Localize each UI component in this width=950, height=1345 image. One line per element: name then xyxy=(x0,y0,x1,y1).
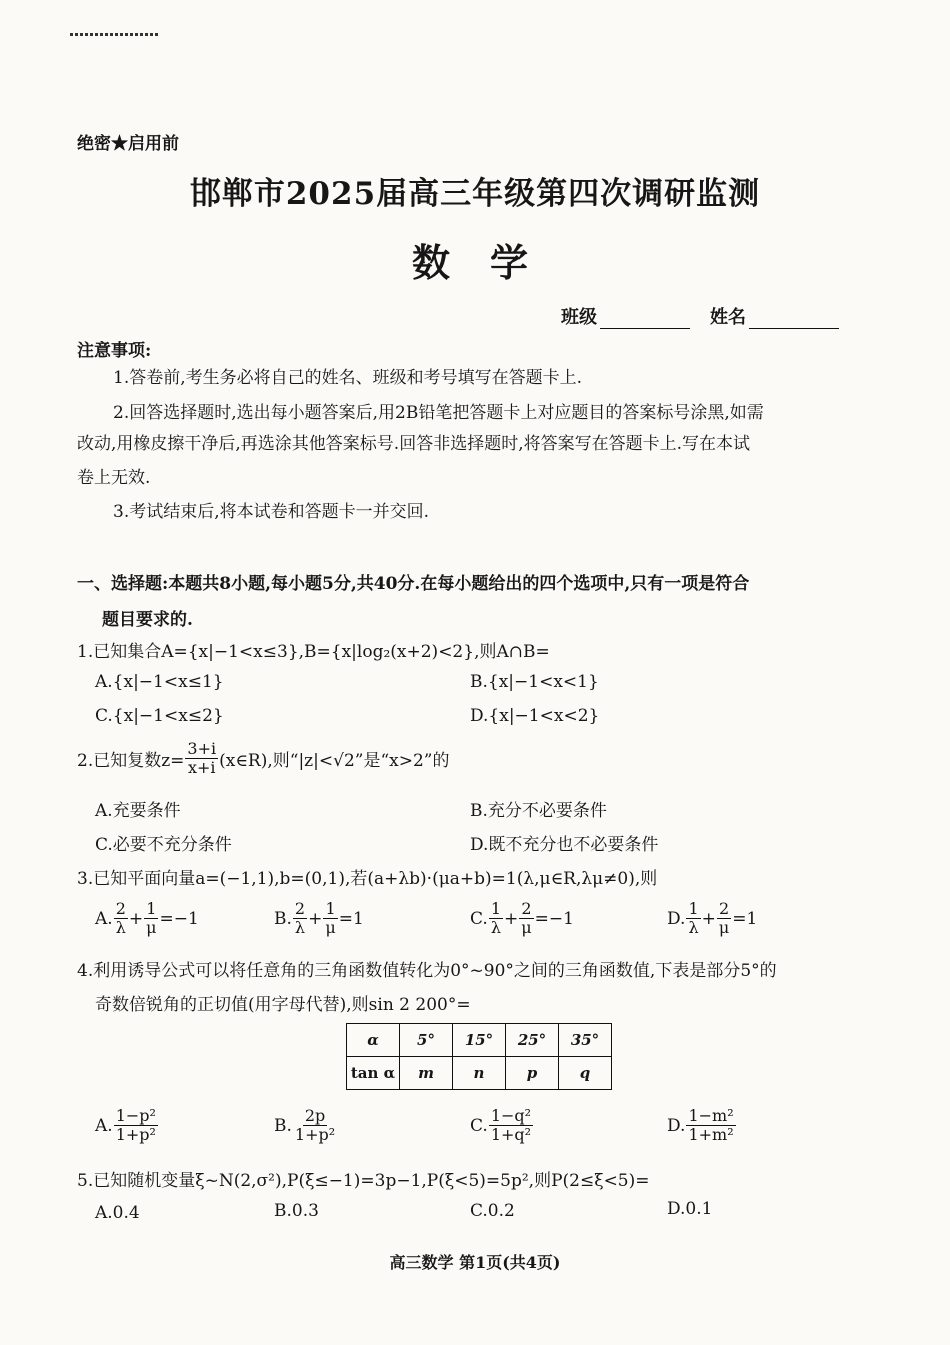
question-4-line-1: 4.利用诱导公式可以将任意角的三角函数值转化为0°~90°之间的三角函数值,下表是部分5°的 xyxy=(77,961,777,981)
q2-option-d[interactable]: D.既不充分也不必要条件 xyxy=(470,835,659,855)
q4-d-num: 1−m² xyxy=(688,1106,734,1125)
table-cell: α xyxy=(347,1024,400,1057)
q5-option-b[interactable]: B.0.3 xyxy=(274,1201,319,1221)
exam-title: 邯郸市2025届高三年级第四次调研监测 xyxy=(189,176,761,212)
q2-fraction xyxy=(185,740,218,778)
q3-option-d[interactable] xyxy=(667,900,757,938)
q3-b-frac1 xyxy=(293,900,307,938)
q3-a-frac2 xyxy=(144,900,158,938)
class-blank[interactable] xyxy=(600,310,690,329)
q4-d-frac xyxy=(686,1107,735,1145)
q4-c-frac xyxy=(489,1107,533,1145)
q3-c-letter: C. xyxy=(470,908,488,929)
q3-b-n1: 2 xyxy=(294,899,306,918)
q3-d-letter: D. xyxy=(667,908,686,929)
q4-d-letter: D. xyxy=(667,1115,686,1136)
table-cell: q xyxy=(559,1057,612,1090)
q3-d-frac1 xyxy=(686,900,700,938)
q3-c-d1: λ xyxy=(490,918,501,938)
q4-c-letter: C. xyxy=(470,1115,488,1136)
q5-option-a[interactable]: A.0.4 xyxy=(95,1203,140,1223)
subject-title: 数学 xyxy=(411,240,568,285)
table-cell: 5° xyxy=(400,1024,453,1057)
section-line-2: 题目要求的. xyxy=(102,610,193,630)
question-1-stem: 1.已知集合A={x|−1<x≤3},B={x|log₂(x+2)<2},则A∩B= xyxy=(77,642,550,662)
q3-a-rhs: =−1 xyxy=(159,908,199,929)
q5-option-c[interactable]: C.0.2 xyxy=(470,1201,515,1221)
q1-option-c[interactable]: C.{x|−1<x≤2} xyxy=(95,706,224,726)
q2-option-b[interactable]: B.充分不必要条件 xyxy=(470,801,607,821)
notice-item-3: 3.考试结束后,将本试卷和答题卡一并交回. xyxy=(113,502,430,522)
q4-c-num: 1−q² xyxy=(490,1106,532,1125)
q4-b-letter: B. xyxy=(274,1115,292,1136)
table-row xyxy=(347,1024,612,1057)
q4-a-frac xyxy=(114,1107,158,1145)
q3-b-n2: 1 xyxy=(325,899,336,918)
table-row xyxy=(347,1057,612,1090)
tangent-table xyxy=(346,1023,612,1090)
table-cell: p xyxy=(506,1057,559,1090)
notice-item-2-cont: 改动,用橡皮擦干净后,再选涂其他答案标号.回答非选择题时,将答案写在答题卡上.写在本试 xyxy=(77,434,751,454)
table-cell: m xyxy=(400,1057,453,1090)
q3-a-frac1 xyxy=(114,900,128,938)
q3-c-d2: μ xyxy=(521,918,532,938)
q4-a-num: 1−p² xyxy=(115,1106,156,1125)
q5-option-d[interactable]: D.0.1 xyxy=(667,1199,713,1219)
class-label: 班级 xyxy=(561,307,597,328)
q3-c-frac1 xyxy=(489,900,503,938)
q3-c-op: + xyxy=(504,908,519,929)
q3-option-a[interactable] xyxy=(95,900,199,938)
q3-d-op: + xyxy=(701,908,716,929)
table-cell: tan α xyxy=(347,1057,400,1090)
scan-mark xyxy=(70,33,158,36)
q3-d-d2: μ xyxy=(718,918,730,938)
q3-a-letter: A. xyxy=(95,908,113,929)
q2-option-c[interactable]: C.必要不充分条件 xyxy=(95,835,232,855)
q3-c-rhs: =−1 xyxy=(534,908,574,929)
page-footer: 高三数学 第1页(共4页) xyxy=(389,1253,561,1272)
q4-b-frac xyxy=(293,1107,337,1145)
q4-option-d[interactable] xyxy=(667,1107,737,1145)
q2-stem-post: (x∈R),则“|z|<√2”是“x>2”的 xyxy=(219,751,450,772)
q4-c-den: 1+q² xyxy=(490,1125,532,1145)
q3-c-frac2 xyxy=(519,900,533,938)
q3-b-frac2 xyxy=(323,900,337,938)
q3-d-rhs: =1 xyxy=(732,908,758,929)
name-field[interactable] xyxy=(710,303,839,329)
q3-d-d1: λ xyxy=(688,918,699,938)
q2-frac-num: 3+i xyxy=(187,739,217,758)
q3-a-n1: 2 xyxy=(115,899,126,918)
question-5-stem: 5.已知随机变量ξ~N(2,σ²),P(ξ≤−1)=3p−1,P(ξ<5)=5p²,则P(2≤ξ<5)= xyxy=(77,1171,650,1191)
q1-option-d[interactable]: D.{x|−1<x<2} xyxy=(470,706,600,726)
notice-item-2: 2.回答选择题时,选出每小题答案后,用2B铅笔把答题卡上对应题目的答案标号涂黑,如需 xyxy=(113,403,764,423)
table-cell: 25° xyxy=(506,1024,559,1057)
q3-option-b[interactable] xyxy=(274,900,364,938)
q3-a-d1: λ xyxy=(115,918,126,938)
notice-item-1: 1.答卷前,考生务必将自己的姓名、班级和考号填写在答题卡上. xyxy=(113,368,583,388)
q3-b-letter: B. xyxy=(274,908,292,929)
q2-option-a[interactable]: A.充要条件 xyxy=(95,801,181,821)
q4-d-den: 1+m² xyxy=(688,1125,734,1145)
notice-heading: 注意事项: xyxy=(77,341,152,361)
notice-item-2-cont2: 卷上无效. xyxy=(77,468,151,488)
q3-d-n1: 1 xyxy=(688,899,699,918)
q3-d-n2: 2 xyxy=(718,899,730,918)
q3-a-d2: μ xyxy=(146,918,157,938)
q3-a-n2: 1 xyxy=(146,899,157,918)
q2-stem-pre: 2.已知复数z= xyxy=(77,751,185,772)
q3-c-n1: 1 xyxy=(490,899,501,918)
name-blank[interactable] xyxy=(749,310,839,329)
q2-frac-den: x+i xyxy=(188,758,216,778)
table-cell: 15° xyxy=(453,1024,506,1057)
q3-b-d2: μ xyxy=(325,918,336,938)
class-field[interactable] xyxy=(561,303,690,329)
name-label: 姓名 xyxy=(710,307,746,328)
q3-b-rhs: =1 xyxy=(338,908,364,929)
confidential-label: 绝密★启用前 xyxy=(77,134,179,154)
q3-c-n2: 2 xyxy=(521,899,532,918)
q4-a-den: 1+p² xyxy=(115,1125,156,1145)
question-2-stem xyxy=(77,740,449,778)
q3-b-op: + xyxy=(308,908,323,929)
q1-option-b[interactable]: B.{x|−1<x<1} xyxy=(470,672,599,692)
q4-b-num: 2p xyxy=(304,1106,326,1125)
q4-a-letter: A. xyxy=(95,1115,113,1136)
q4-option-a[interactable] xyxy=(95,1107,159,1145)
section-line-1: 一、选择题:本题共8小题,每小题5分,共40分.在每小题给出的四个选项中,只有一项是符合 xyxy=(77,574,750,594)
table-cell: n xyxy=(453,1057,506,1090)
q1-option-a[interactable]: A.{x|−1<x≤1} xyxy=(95,672,224,692)
question-3-stem: 3.已知平面向量a=(−1,1),b=(0,1),若(a+λb)·(μa+b)=1(λ,μ∈R,λμ≠0),则 xyxy=(77,869,658,889)
q4-option-b[interactable] xyxy=(274,1107,338,1145)
q3-b-d1: λ xyxy=(294,918,306,938)
section-heading xyxy=(77,566,857,638)
q4-option-c[interactable] xyxy=(470,1107,534,1145)
q3-d-frac2 xyxy=(717,900,731,938)
question-4-line-2: 奇数倍锐角的正切值(用字母代替),则sin 2 200°= xyxy=(95,995,471,1015)
table-cell: 35° xyxy=(559,1024,612,1057)
q3-option-c[interactable] xyxy=(470,900,574,938)
q4-b-den: 1+p² xyxy=(294,1125,336,1145)
q3-a-op: + xyxy=(128,908,144,929)
